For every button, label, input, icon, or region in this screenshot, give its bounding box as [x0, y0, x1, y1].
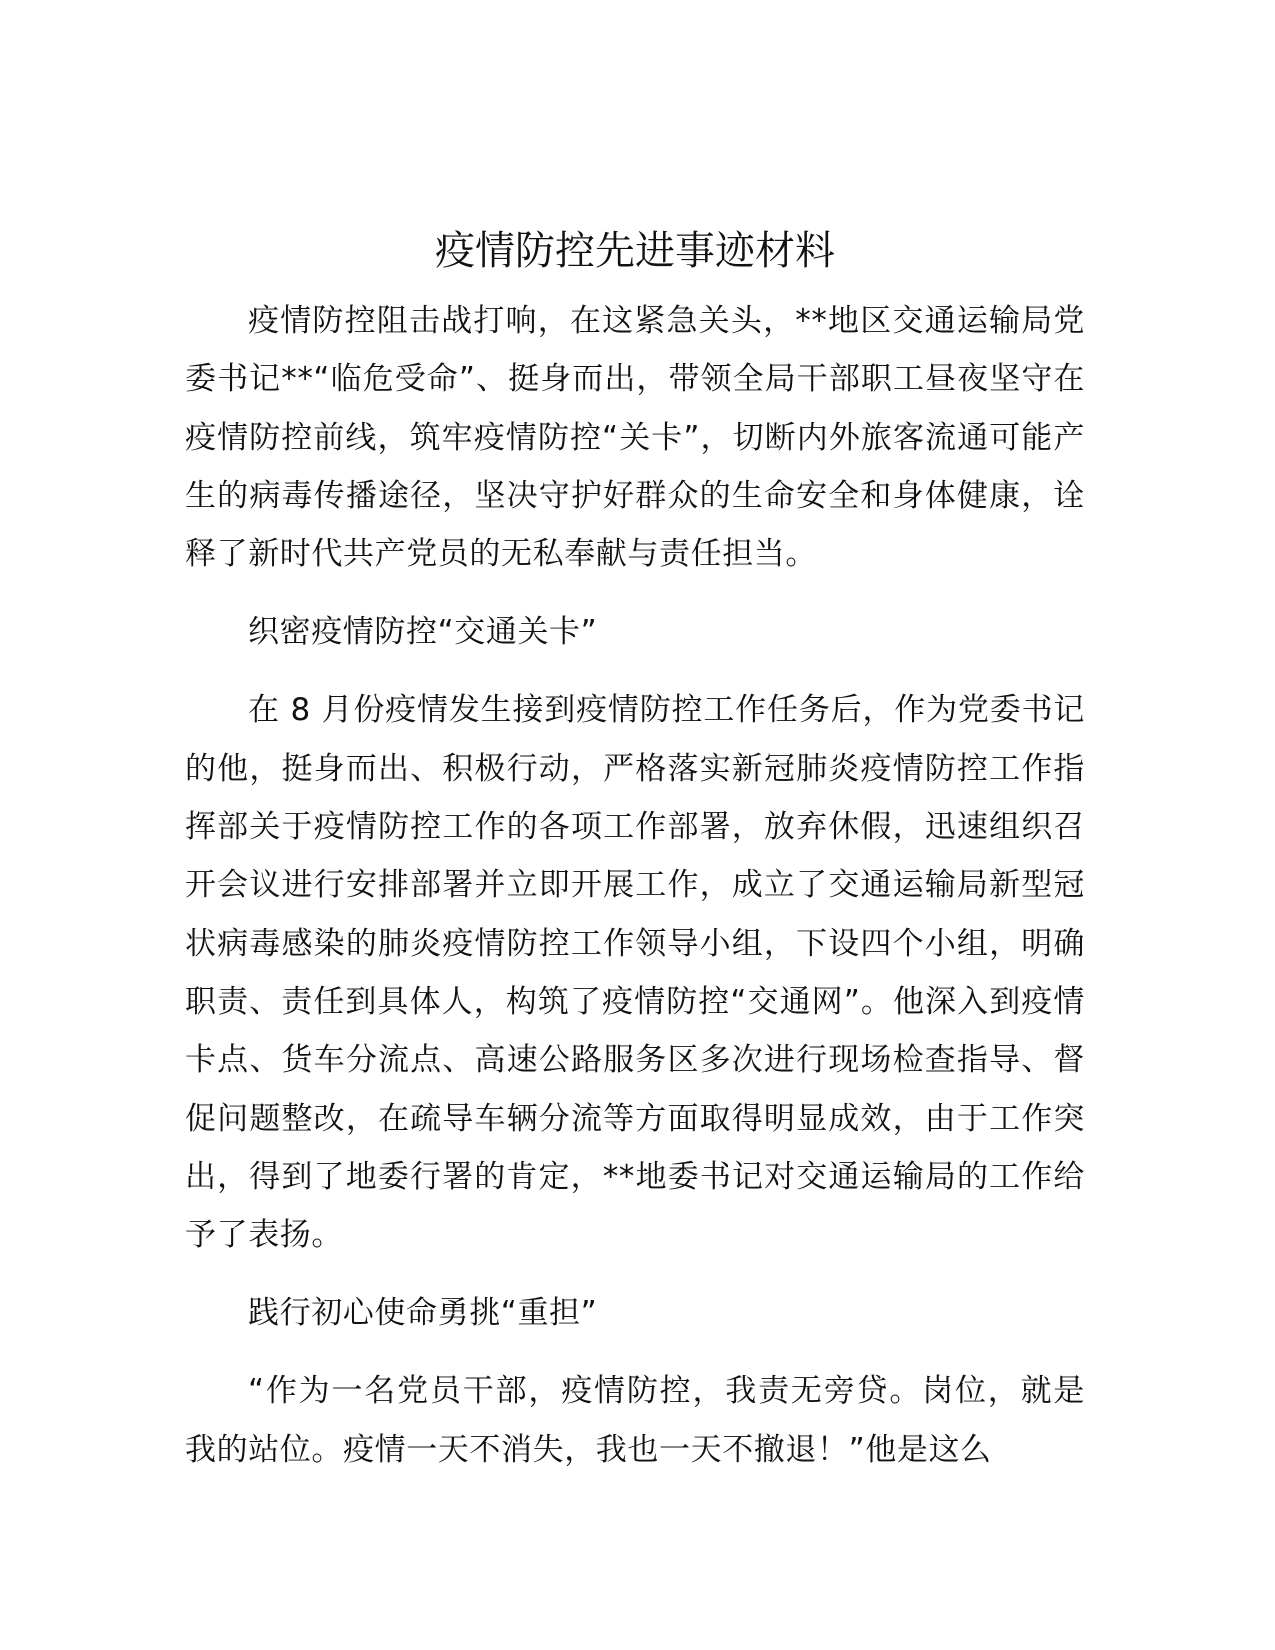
intro-paragraph: 疫情防控阻击战打响，在这紧急关头，**地区交通运输局党委书记**“临危受命”、挺身而出，带领全局干部职工昼夜坚守在疫情防控前线，筑牢疫情防控“关卡”，切断内外旅客流通可能产生的病毒传播途径，坚决守护好群众的生命安全和身体健康，诠释了新时代共产党员的无私奉献与责任担当。 [185, 303, 1085, 573]
body-paragraph: 在 8 月份疫情发生接到疫情防控工作任务后，作为党委书记的他，挺身而出、积极行动，严格落实新冠肺炎疫情防控工作指挥部关于疫情防控工作的各项工作部署，放弃休假，迅速组织召开会议进行安排部署并立即开展工作，成立了交通运输局新型冠状病毒感染的肺炎疫情防控工作领导小组，下设四个小组，明确职责、责任到具体人，构筑了疫情防控“交通网”。他深入到疫情卡点、货车分流点、高速公路服务区多次进行现场检查指导、督促问题整改，在疏导车辆分流等方面取得明显成效，由于工作突出，得到了地委行署的肯定，**地委书记对交通运输局的工作给予了表扬。 [185, 692, 1085, 1254]
body-paragraph: “作为一名党员干部，疫情防控，我责无旁贷。岗位，就是我的站位。疫情一天不消失，我也一天不撤退！”他是这么 [185, 1373, 1085, 1468]
document-body [185, 222, 1085, 1479]
section-heading-traffic-checkpoint: 织密疫情防控“交通关卡” [248, 614, 598, 651]
document-title: 疫情防控先进事迹材料 [435, 228, 835, 274]
section-heading-burden: 践行初心使命勇挑“重担” [248, 1295, 598, 1332]
